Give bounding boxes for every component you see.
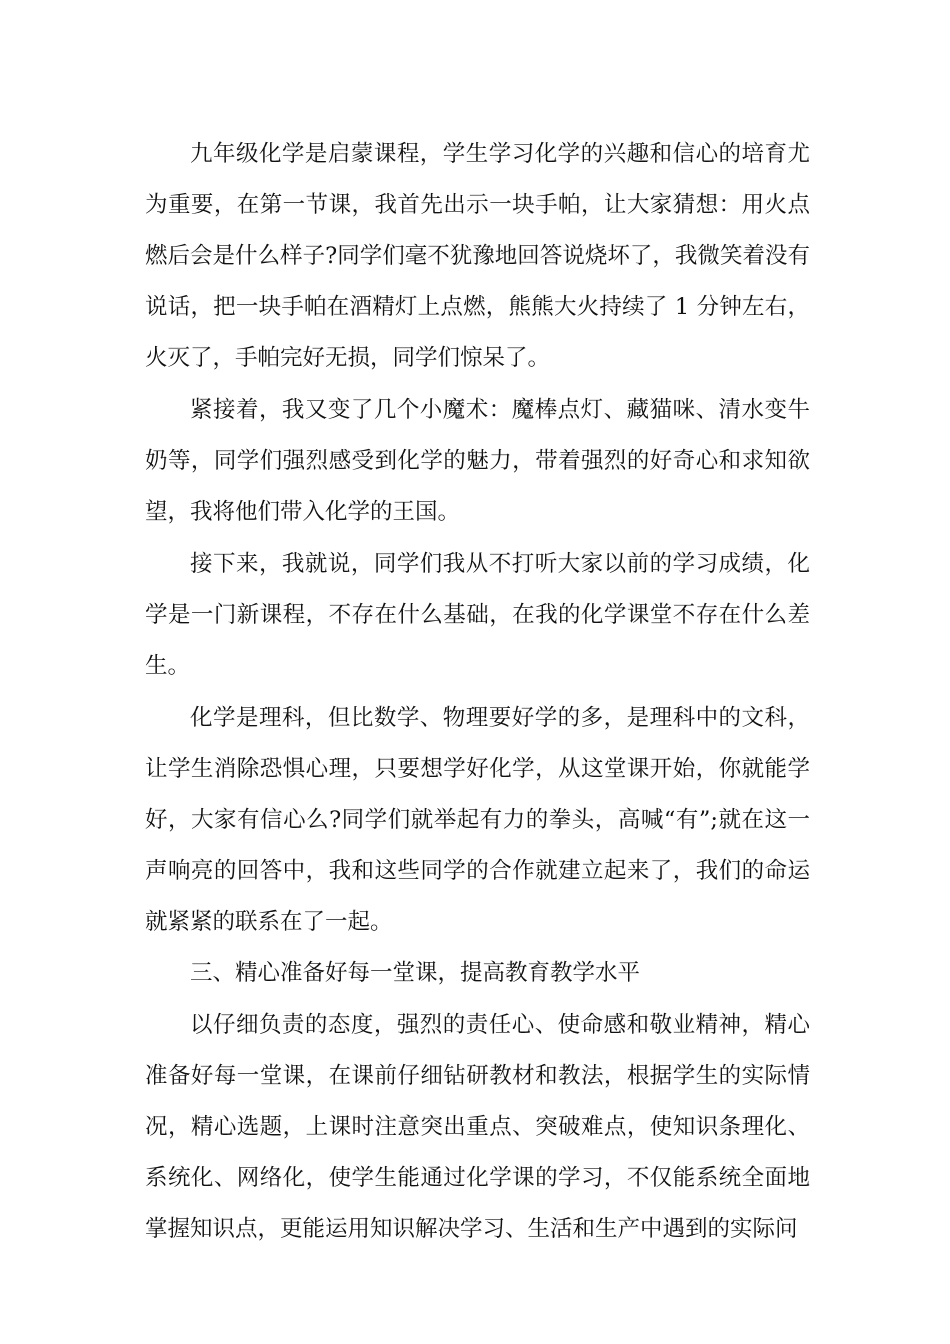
section-heading: 三、精心准备好每一堂课，提高教育教学水平 xyxy=(190,960,641,986)
paragraph-magic-tricks: 紧接着，我又变了几个小魔术：魔棒点灯、藏猫咪、清水变牛奶等，同学们强烈感受到化学的魅力，带着强烈的好奇心和求知欲望，我将他们带入化学的王国。 xyxy=(145,397,810,525)
paragraph-lesson-preparation: 以仔细负责的态度，强烈的责任心、使命感和敬业精神，精心准备好每一堂课，在课前仔细钻研教材和教法，根据学生的实际情况，精心选题，上课时注意突出重点、突破难点，使知识条理化、系统化、网络化，使学生能通过化学课的学习，不仅能系统全面地掌握知识点，更能运用知识解决学习、生活和生产中遇到的实际问 xyxy=(145,1012,810,1242)
paragraph-new-course: 接下来，我就说，同学们我从不打听大家以前的学习成绩，化学是一门新课程，不存在什么基础，在我的化学课堂不存在什么差生。 xyxy=(145,551,810,679)
paragraph-intro: 九年级化学是启蒙课程，学生学习化学的兴趣和信心的培育尤为重要，在第一节课，我首先出示一块手帕，让大家猜想：用火点燃后会是什么样子?同学们毫不犹豫地回答说烧坏了，我微笑着没有说话，把一块手帕在酒精灯上点燃，熊熊大火持续了 1 分钟左右，火灭了，手帕完好无损，同学们惊呆了。 xyxy=(145,141,810,371)
paragraph-confidence: 化学是理科，但比数学、物理要好学的多，是理科中的文科，让学生消除恐惧心理，只要想学好化学，从这堂课开始，你就能学好，大家有信心么?同学们就举起有力的拳头，高喊“有”;就在这一声响亮的回答中，我和这些同学的合作就建立起来了，我们的命运就紧紧的联系在了一起。 xyxy=(145,705,810,935)
document-body xyxy=(145,129,810,1255)
